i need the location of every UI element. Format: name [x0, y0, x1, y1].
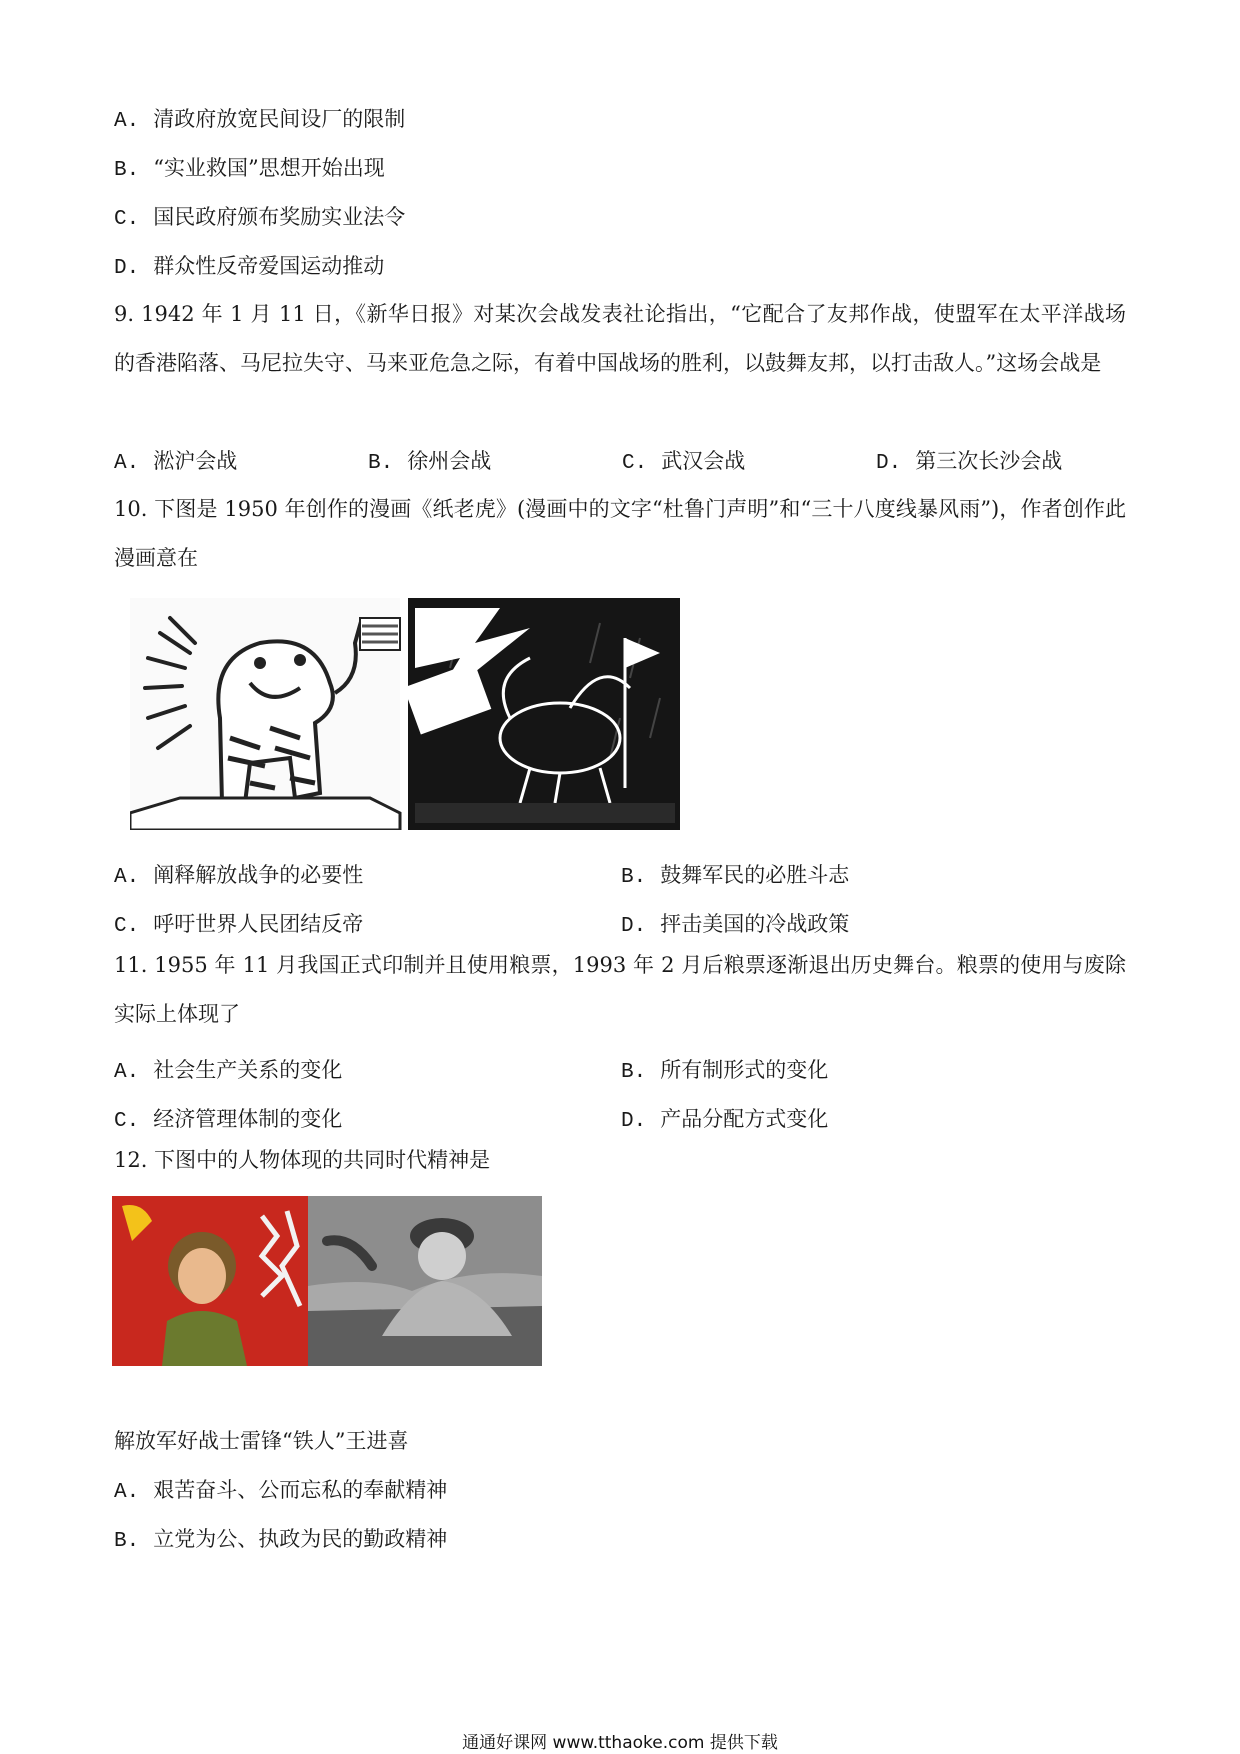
q10-option-b: B. 鼓舞军民的必胜斗志	[621, 863, 850, 889]
q10-option-a: A. 阐释解放战争的必要性	[114, 863, 364, 889]
q12-caption: 解放军好战士雷锋“铁人”王进喜	[114, 1429, 409, 1453]
q8-option-c: C. 国民政府颁布奖励实业法令	[114, 205, 406, 231]
q11-option-a: A. 社会生产关系的变化	[114, 1058, 343, 1084]
q9-option-a: A. 淞沪会战	[114, 449, 238, 475]
lei-feng-wang-jinxi-drawing	[112, 1196, 542, 1366]
q10-option-d: D. 抨击美国的冷战政策	[621, 912, 850, 938]
q9-option-b: B. 徐州会战	[368, 449, 492, 475]
q12-option-b: B. 立党为公、执政为民的勤政精神	[114, 1527, 448, 1553]
q11-option-d: D. 产品分配方式变化	[621, 1107, 829, 1133]
q8-option-b: B. “实业救国”思想开始出现	[114, 156, 385, 182]
lei-feng-wang-jinxi-photos	[112, 1196, 542, 1366]
q12-option-a: A. 艰苦奋斗、公而忘私的奉献精神	[114, 1478, 448, 1504]
q11-option-c: C. 经济管理体制的变化	[114, 1107, 343, 1133]
q10-option-c: C. 呼吁世界人民团结反帝	[114, 912, 364, 938]
q9-option-d: D. 第三次长沙会战	[876, 449, 1063, 475]
paper-tiger-cartoon-drawing	[130, 598, 680, 830]
paper-tiger-cartoon	[130, 598, 680, 830]
q8-option-a: A. 清政府放宽民间设厂的限制	[114, 107, 406, 133]
q12-stem: 12. 下图中的人物体现的共同时代精神是	[114, 1148, 491, 1172]
q11-stem: 11. 1955 年 11 月我国正式印制并且使用粮票，1993 年 2 月后粮票逐渐退出历史舞台。粮票的使用与废除实际上体现了	[114, 953, 1126, 1026]
page-footer: 通通好课网 www.tthaoke.com 提供下载	[462, 1733, 778, 1753]
q11-option-b: B. 所有制形式的变化	[621, 1058, 829, 1084]
q8-option-d: D. 群众性反帝爱国运动推动	[114, 254, 385, 280]
q9-option-c: C. 武汉会战	[622, 449, 746, 475]
q10-stem: 10. 下图是 1950 年创作的漫画《纸老虎》(漫画中的文字“杜鲁门声明”和“三十八度线暴风雨”)，作者创作此漫画意在	[114, 497, 1126, 570]
q9-stem: 9. 1942 年 1 月 11 日，《新华日报》对某次会战发表社论指出，“它配合了友邦作战，使盟军在太平洋战场的香港陷落、马尼拉失守、马来亚危急之际，有着中国战场的胜利，以鼓舞友邦，以打击敌人。”这场会战是	[114, 302, 1126, 375]
